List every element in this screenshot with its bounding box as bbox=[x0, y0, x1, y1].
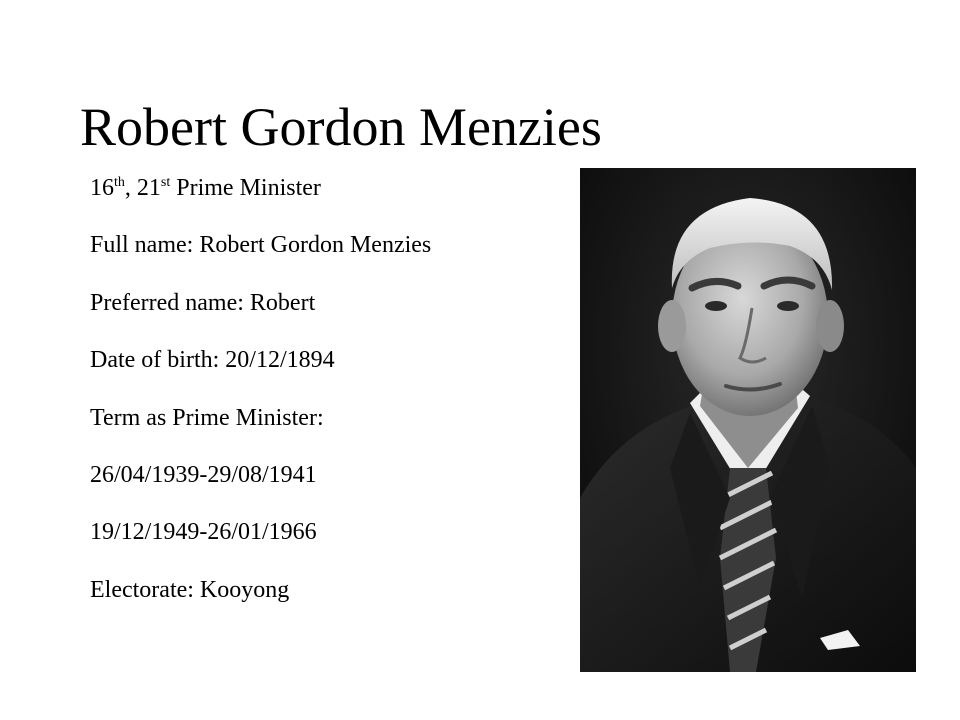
pm-number-role: Prime Minister bbox=[170, 175, 321, 201]
fact-term-2: 19/12/1949-26/01/1966 bbox=[90, 519, 317, 546]
pm-number-second-suffix: st bbox=[160, 175, 171, 190]
left-ear bbox=[658, 300, 686, 352]
pm-number-separator: , bbox=[124, 175, 137, 201]
slide-title: Robert Gordon Menzies bbox=[80, 97, 602, 157]
pm-number-second: 21 bbox=[136, 175, 161, 201]
fact-term-1: 26/04/1939-29/08/1941 bbox=[90, 461, 317, 488]
right-eye bbox=[777, 301, 799, 311]
fact-full-name: Full name: Robert Gordon Menzies bbox=[90, 232, 432, 259]
portrait-illustration bbox=[580, 168, 916, 672]
portrait-photo bbox=[580, 168, 916, 672]
fact-preferred-name: Preferred name: Robert bbox=[90, 289, 316, 316]
pm-number-first: 16 bbox=[90, 175, 114, 201]
fact-pm-number bbox=[90, 174, 590, 202]
fact-term-heading: Term as Prime Minister: bbox=[90, 404, 324, 431]
fact-electorate: Electorate: Kooyong bbox=[90, 576, 290, 603]
facts-list bbox=[90, 174, 590, 633]
pm-number-first-suffix: th bbox=[114, 175, 125, 190]
fact-date-of-birth: Date of birth: 20/12/1894 bbox=[90, 347, 335, 374]
right-ear bbox=[816, 300, 844, 352]
left-eye bbox=[705, 301, 727, 311]
